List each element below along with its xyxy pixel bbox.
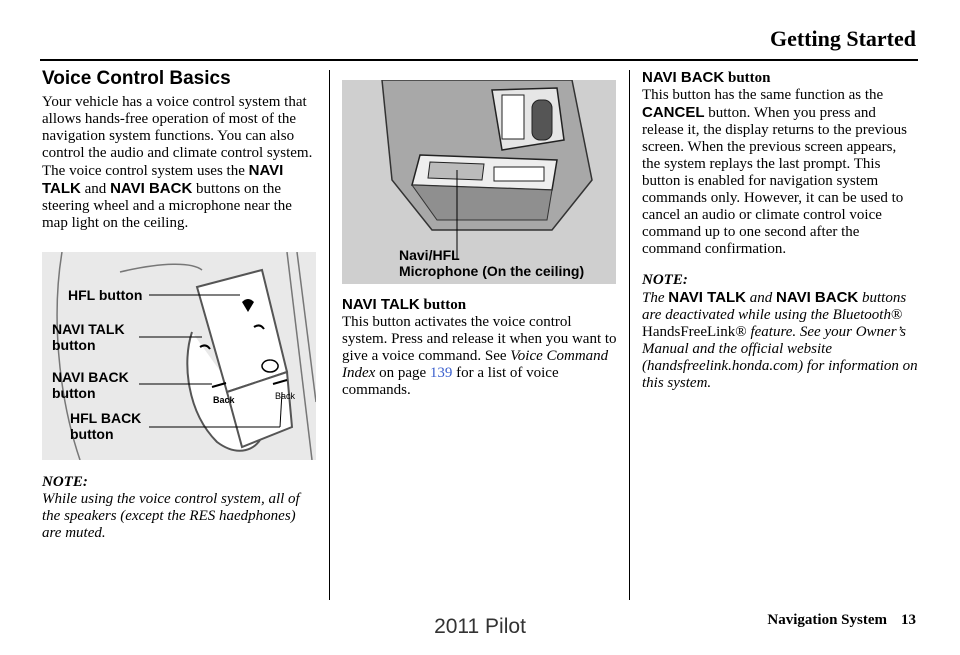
navi-talk-body-c: for a list of voice commands. [342, 365, 559, 398]
right-note-text [642, 289, 918, 392]
navi-back-body-b: button. When you press and release it, the display returns to the previous screen. When the previous screen appears, the system replays the last prompt. This button is enabled for navigation system commands only. However, it can be used to cancel an audio or climate control voice command up to one second after the command confirmation. [642, 105, 907, 257]
middle-column [342, 296, 618, 399]
navi-talk-body-a: This button activates the voice control system. Press and release it when you want to give a voice command. See [342, 314, 617, 364]
note-text-b: feature. See your Owner’s Manual and the official website (handsfreelink.honda.com) for information on this system. [642, 324, 918, 391]
right-column [642, 69, 918, 392]
navi-hfl-microphone-label: Navi/HFL Microphone (On the ceiling) [399, 247, 585, 279]
navi-back-term: NAVI BACK [110, 180, 193, 197]
page-header-title: Getting Started [769, 26, 916, 51]
header-rule [40, 59, 918, 61]
note-label: NOTE: [42, 474, 88, 490]
intro-text-a: Your vehicle has a voice control system that allows hands-free operation of most of the navigation system functions. You can also control the audio and climate control system. The voice control system uses the [42, 94, 313, 179]
ceiling-microphone-figure [342, 80, 616, 284]
page-139-link[interactable]: 139 [429, 365, 453, 381]
cancel-term: CANCEL [642, 104, 705, 121]
intro-paragraph [42, 94, 318, 232]
voice-command-index-ref: Voice Command Index [342, 348, 609, 381]
note-navi-talk-term: NAVI TALK [668, 289, 747, 306]
back-label-right: Back [275, 391, 296, 401]
navi-talk-heading-term: NAVI TALK [342, 296, 420, 313]
right-note-label: NOTE: [642, 272, 688, 288]
navi-back-heading-term: NAVI BACK [642, 69, 725, 86]
watermark: 2011 Pilot [434, 615, 526, 638]
back-label-left: Back [213, 395, 235, 405]
navi-talk-term: NAVI TALK [42, 162, 284, 197]
navi-back-button-label: NAVI BACK button [52, 369, 129, 401]
hfl-button-label: HFL button [68, 287, 143, 303]
note-navi-back-term: NAVI BACK [776, 289, 859, 306]
intro-text-b: buttons on the steering wheel and a microphone near the map light on the ceiling. [42, 181, 292, 231]
navi-back-heading [642, 69, 918, 87]
note-and: and [746, 290, 777, 306]
and-text: and [80, 181, 111, 197]
note-text-a: buttons are deactivated while using the [642, 290, 907, 323]
navi-back-heading-rest: button [724, 70, 771, 86]
steering-wheel-figure [42, 252, 316, 460]
hfl-back-button-label: HFL BACK button [70, 410, 142, 442]
note-text: While using the voice control system, all of the speakers (except the RES haedphones) are muted. [42, 491, 300, 541]
navi-talk-heading-rest: button [419, 297, 467, 313]
footer-nav-label: Navigation System [767, 612, 887, 628]
section-title: Voice Control Basics [42, 68, 231, 89]
navi-talk-heading [342, 296, 618, 314]
note-handsfreelink: ® HandsFreeLink® [642, 307, 903, 340]
navi-talk-button-label: NAVI TALK button [52, 321, 125, 353]
left-note [42, 474, 318, 542]
note-the: The [642, 290, 669, 306]
navi-back-body-a: This button has the same function as the [642, 87, 884, 103]
navi-talk-body-b: on page [375, 365, 430, 381]
column-divider-1 [329, 70, 330, 600]
left-column [42, 68, 318, 232]
note-bluetooth: Bluetooth [832, 307, 891, 323]
column-divider-2 [629, 70, 630, 600]
page-number: 13 [901, 612, 916, 628]
navi-back-body [642, 87, 918, 258]
navi-talk-body [342, 314, 618, 399]
